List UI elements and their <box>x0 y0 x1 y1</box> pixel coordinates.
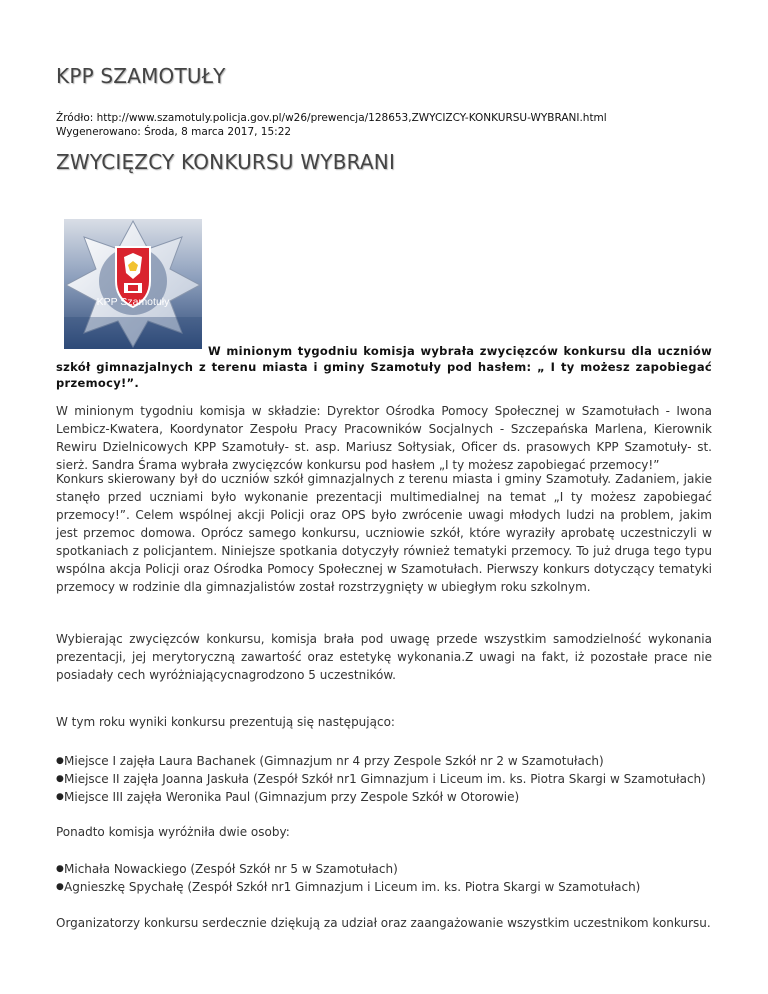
list-item: ● Miejsce I zajęła Laura Bachanek (Gimnazjum nr 4 przy Zespole Szkół nr 2 w Szamotułach) <box>56 754 604 768</box>
list-item: ● Miejsce III zajęła Weronika Paul (Gimnazjum przy Zespole Szkół w Otorowie) <box>56 790 520 804</box>
article-lead: W minionym tygodniu komisja wybrała zwycięzców konkursu dla uczniów szkół gimnazjalnych z terenu miasta i gminy Szamotuły pod hasłem: „ I ty możesz zapobiegać przemocy!”. <box>56 344 712 390</box>
logo-caption: KPP Szamotuły <box>96 296 170 308</box>
list-item: ● Miejsce II zajęła Joanna Jaskuła (Zespół Szkół nr1 Gimnazjum i Liceum im. ks. Piotra Skargi w Szamotułach) <box>56 772 706 786</box>
paragraph-thanks: Organizatorzy konkursu serdecznie dziękują za udział oraz zaangażowanie wszystkim uczestnikom konkursu. <box>56 916 711 930</box>
results-list <box>56 752 756 806</box>
source-line: Źródło: http://www.szamotuly.policja.gov.pl/w26/prewencja/128653,ZWYCIZCY-KONKURSU-WYBRANI.html <box>56 112 607 124</box>
generated-line: Wygenerowano: Środa, 8 marca 2017, 15:22 <box>56 126 292 138</box>
bullet-icon: ● <box>56 864 64 874</box>
paragraph-results-intro: W tym roku wyniki konkursu prezentują się następująco: <box>56 715 395 729</box>
kpp-logo-image <box>64 219 202 349</box>
list-item: ● Agnieszkę Spychałę (Zespół Szkół nr1 Gimnazjum i Liceum im. ks. Piotra Skargi w Szamotułach) <box>56 880 641 894</box>
document-meta <box>56 111 607 139</box>
paragraph-contest: Konkurs skierowany był do uczniów szkół gimnazjalnych z terenu miasta i gminy Szamotuły. Zadaniem, jakie stanęło przed uczniami było wykonanie prezentacji multimedialnej na temat „I ty możesz zapobiegać przemocy!”. Celem wspólnej akcji Policji oraz OPS było zwrócenie uwagi młodych ludzi na problem, jakim jest przemoc domowa. Oprócz samego konkursu, uczniowie szkół, które wyraziły aprobatę uczestniczyli w spotkaniach z policjantem. Niniejsze spotkania dotyczyły również tematyki przemocy. To już druga tego typu wspólna akcja Policji oraz Ośrodka Pomocy Społecznej w Szamotułach. Pierwszy konkurs dotyczący tematyki przemocy w rodzinie dla gimnazjalistów został rozstrzygnięty w ubiegłym roku szkolnym. <box>56 472 712 594</box>
paragraph-distinctions-intro: Ponadto komisja wyróżniła dwie osoby: <box>56 825 290 839</box>
article-title: ZWYCIĘZCY KONKURSU WYBRANI <box>56 150 396 174</box>
distinctions-list <box>56 860 756 896</box>
list-item: ● Michała Nowackiego (Zespół Szkół nr 5 w Szamotułach) <box>56 862 398 876</box>
paragraph-commission: W minionym tygodniu komisja w składzie: Dyrektor Ośrodka Pomocy Społecznej w Szamotułach - Iwona Lembicz-Kwatera, Koordynator Zespołu Pracy Pracowników Socjalnych - Szczepańska Marlena, Kierownik Rewiru Dzielnicowych KPP Szamotuły- st. asp. Mariusz Sołtysiak, Oficer ds. prasowych KPP Szamotuły- st. sierż. Sandra Śrama wybrała zwycięzców konkursu pod hasłem „I ty możesz zapobiegać przemocy!” <box>56 404 712 472</box>
paragraph-criteria: Wybierając zwycięzców konkursu, komisja brała pod uwagę przede wszystkim samodzielność wykonania prezentacji, jej merytoryczną zawartość oraz estetykę wykonania.Z uwagi na fakt, iż pozostałe prace nie posiadały cech wyróżniającycnagrodzono 5 uczestników. <box>56 632 712 682</box>
bullet-icon: ● <box>56 882 64 892</box>
bullet-icon: ● <box>56 756 64 766</box>
bullet-icon: ● <box>56 774 64 784</box>
site-title: KPP SZAMOTUŁY <box>56 64 226 88</box>
bullet-icon: ● <box>56 792 64 802</box>
